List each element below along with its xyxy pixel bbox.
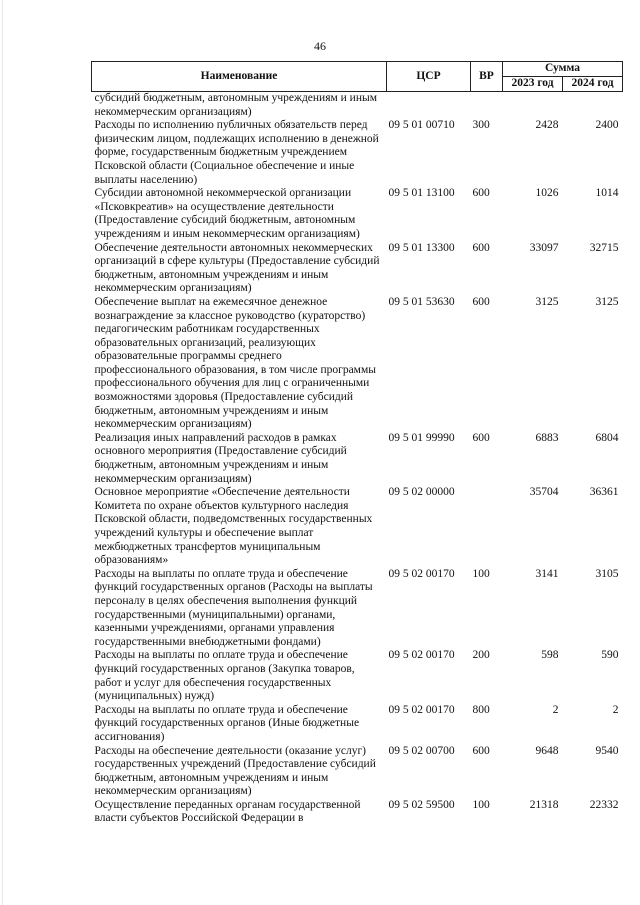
row-sum-2024: 9540 [595, 744, 619, 757]
row-vr: 600 [472, 295, 490, 308]
row-sum-2023: 3141 [535, 567, 559, 580]
row-name: Расходы по исполнению публичных обязательств перед физическим лицом, подлежащих исполнению в денежной форме, государственным бюджетным учреждением Псковской области (Социальное обеспечение и иные выплаты населению) [94, 119, 379, 186]
row-csr: 09 5 01 00710 [388, 119, 455, 132]
row-sum-2023: 6883 [535, 431, 559, 444]
table-row [92, 242, 623, 296]
row-sum-2023: 1026 [535, 187, 559, 200]
header-year-2023: 2023 год [503, 77, 563, 92]
table-row [92, 187, 623, 241]
budget-table [91, 61, 623, 826]
row-csr: 09 5 01 53630 [388, 295, 455, 308]
row-sum-2023: 3125 [535, 295, 559, 308]
table-body [92, 92, 623, 827]
row-name: Расходы на выплаты по оплате труда и обеспечение функций государственных органов (Расходы на выплаты персоналу в целях обеспечения выполнения функций государственными (муниципальными) органами, казенными учреждениями, органами управления государственными внебюджетными фондами) [94, 567, 373, 648]
row-vr: 100 [472, 798, 490, 811]
row-vr: 600 [472, 241, 490, 254]
row-vr: 300 [472, 119, 490, 132]
row-name: Расходы на выплаты по оплате труда и обеспечение функций государственных органов (Закупка товаров, работ и услуг для обеспечения государственных (муниципальных) нужд) [94, 649, 355, 703]
row-sum-2023 [503, 92, 563, 120]
row-csr: 09 5 01 99990 [388, 431, 455, 444]
scan-edge [2, 0, 3, 905]
row-name: Основное мероприятие «Обеспечение деятельности Комитета по охране объектов культурного наследия Псковской области, подведомственных государственных учреждений культуры и обеспечение выплат межбюджетных трансфертов муниципальным образованиям» [94, 486, 373, 567]
table-row [92, 568, 623, 650]
row-sum-2024: 1014 [595, 187, 619, 200]
row-sum-2023: 35704 [529, 486, 559, 499]
row-vr: 600 [472, 187, 490, 200]
row-sum-2024: 3125 [595, 295, 619, 308]
row-name: Расходы на выплаты по оплате труда и обеспечение функций государственных органов (Иные бюджетные ассигнования) [94, 703, 360, 743]
row-csr: 09 5 02 00170 [388, 649, 455, 662]
table-row [92, 296, 623, 432]
row-sum-2024: 6804 [595, 431, 619, 444]
row-sum-2023: 2 [552, 703, 559, 716]
row-sum-2024: 590 [601, 649, 619, 662]
row-vr: 600 [472, 744, 490, 757]
row-vr: 600 [472, 431, 490, 444]
table-row [92, 119, 623, 187]
row-csr: 09 5 02 00170 [388, 567, 455, 580]
row-sum-2023: 21318 [529, 798, 559, 811]
row-vr: 100 [472, 567, 490, 580]
row-name: Обеспечение деятельности автономных некоммерческих организаций в сфере культуры (Предоставление субсидий бюджетным, автономным учреждениям и иным некоммерческим организациям) [94, 241, 380, 295]
table-row [92, 486, 623, 568]
row-csr: 09 5 02 59500 [388, 798, 455, 811]
table-row [92, 432, 623, 486]
header-vr: ВР [471, 62, 503, 92]
row-vr [471, 486, 503, 568]
header-csr: ЦСР [387, 62, 471, 92]
page-number: 46 [314, 39, 326, 53]
row-sum-2023: 2428 [535, 119, 559, 132]
row-sum-2024: 3105 [595, 567, 619, 580]
row-sum-2023: 9648 [535, 744, 559, 757]
row-csr [387, 92, 471, 120]
table-row [92, 799, 623, 826]
row-csr: 09 5 02 00700 [388, 744, 455, 757]
row-sum-2024: 32715 [589, 241, 619, 254]
row-name: Реализация иных направлений расходов в рамках основного мероприятия (Предоставление субсидий бюджетным, автономным учреждениям и иным некоммерческим организациям) [94, 431, 347, 485]
row-name: субсидий бюджетным, автономным учреждениям и иным некоммерческим организациям) [94, 92, 377, 118]
row-sum-2024: 2 [612, 703, 619, 716]
row-csr: 09 5 02 00000 [388, 486, 455, 499]
header-name: Наименование [92, 62, 387, 92]
row-name: Расходы на обеспечение деятельности (оказание услуг) государственных учреждений (Предоставление субсидий бюджетным, автономным учреждениям и иным некоммерческим организациям) [94, 744, 376, 798]
row-sum-2024: 2400 [595, 119, 619, 132]
row-vr: 200 [472, 649, 490, 662]
row-vr [471, 92, 503, 120]
table-row [92, 649, 623, 703]
row-name: Обеспечение выплат на ежемесячное денежное вознаграждение за классное руководство (кураторство) педагогическим работникам государственных образовательных организаций, реализующих образовательные программы среднего профессионального образования, в том числе программы профессионального обучения для лиц с ограниченными возможностями здоровья (Предоставление субсидий бюджетным, автономным учреждениям и иным некоммерческим организациям) [94, 295, 376, 431]
row-sum-2024: 36361 [589, 486, 619, 499]
table-row [92, 745, 623, 799]
header-sum: Сумма [503, 62, 623, 77]
header-year-2024: 2024 год [563, 77, 623, 92]
row-sum-2023: 33097 [529, 241, 559, 254]
table-row [92, 704, 623, 745]
table-row [92, 92, 623, 120]
row-csr: 09 5 01 13100 [388, 187, 455, 200]
row-csr: 09 5 01 13300 [388, 241, 455, 254]
row-csr: 09 5 02 00170 [388, 703, 455, 716]
row-sum-2024: 22332 [589, 798, 619, 811]
row-sum-2023: 598 [541, 649, 559, 662]
row-name: Осуществление переданных органам государственной власти субъектов Российской Федерации в [94, 798, 361, 825]
row-name: Субсидии автономной некоммерческой организации «Псковкреатив» на осуществление деятельности (Предоставление субсидий бюджетным, автономным учреждениям и иным некоммерческим организациям) [94, 187, 360, 240]
table-header [92, 62, 623, 92]
row-vr: 800 [472, 703, 490, 716]
row-sum-2024 [563, 92, 623, 120]
